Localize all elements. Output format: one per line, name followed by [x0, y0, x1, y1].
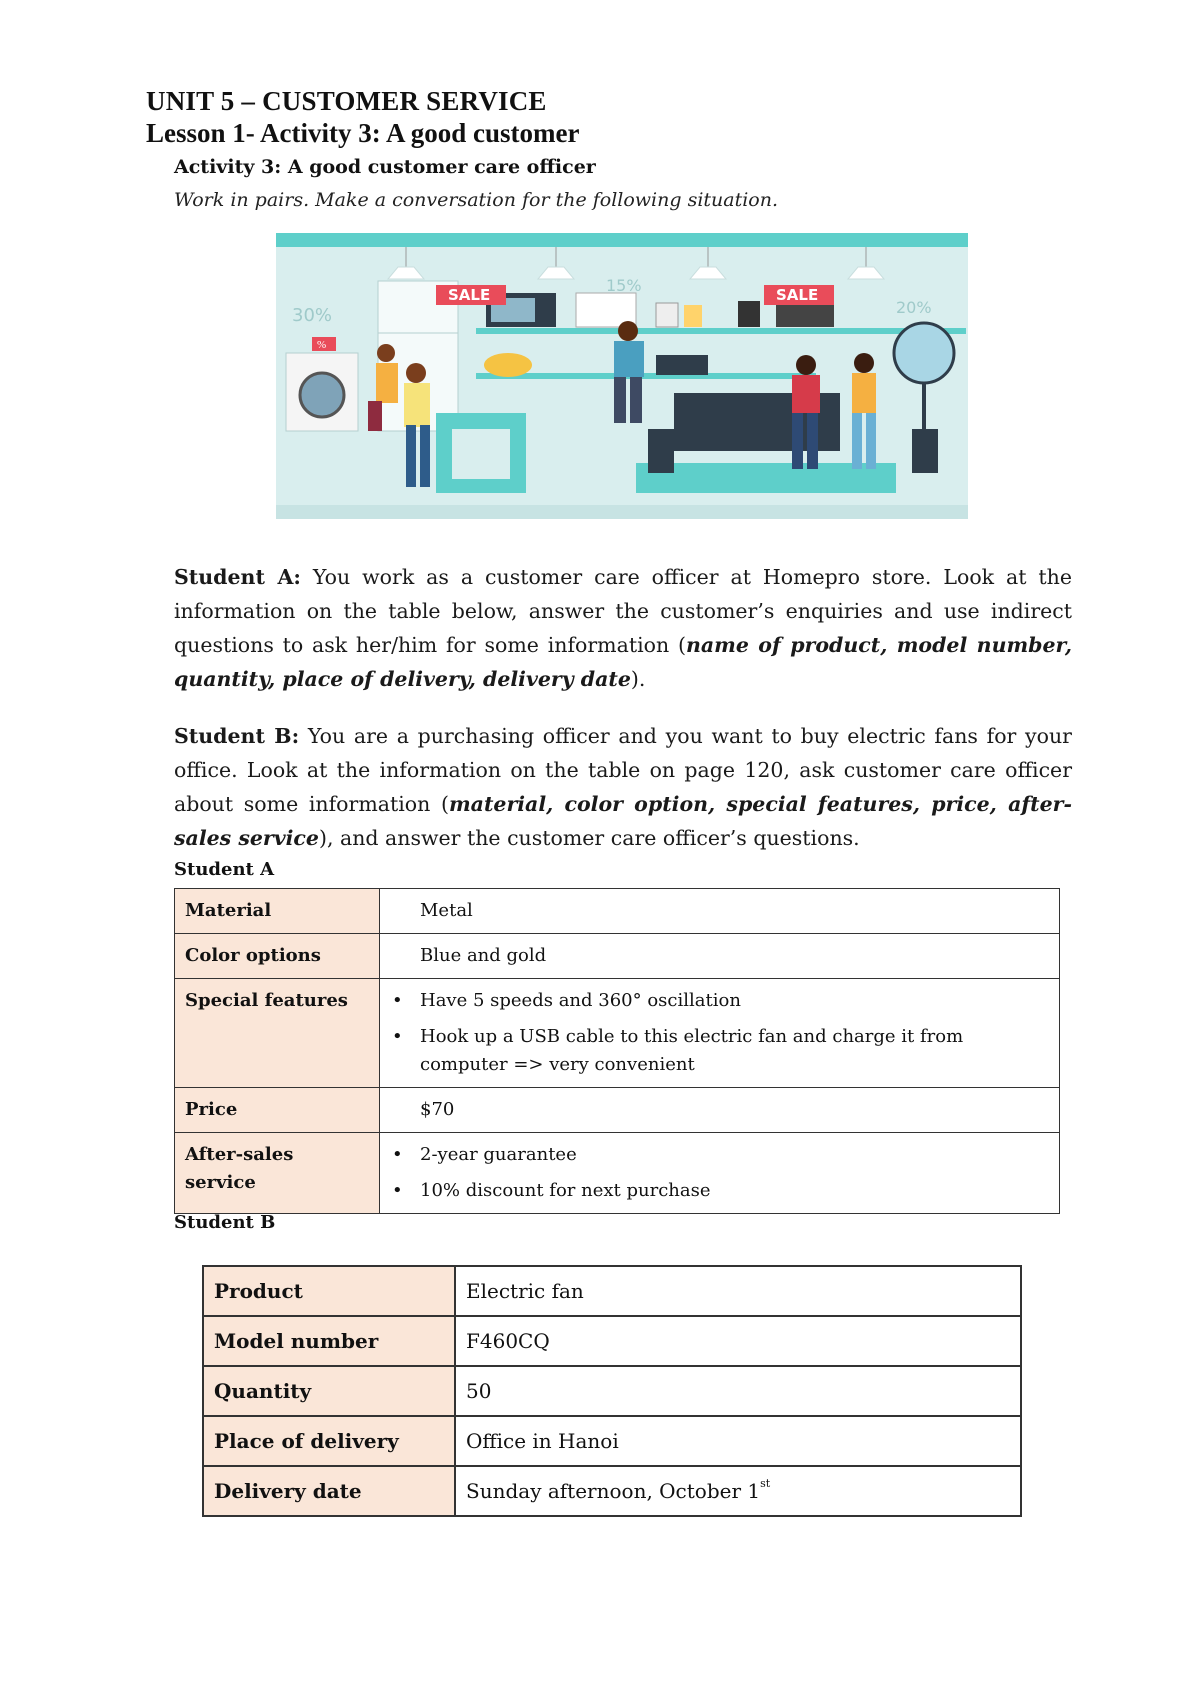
delivery-date-text: Sunday afternoon, October 1: [466, 1479, 761, 1503]
row-value: [380, 1133, 1060, 1214]
row-value: Metal: [380, 889, 1060, 934]
table-row: [175, 1133, 1060, 1214]
list-item: • Have 5 speeds and 360° oscillation: [420, 987, 1049, 1015]
row-key: Delivery date: [203, 1466, 455, 1516]
row-value: Office in Hanoi: [455, 1416, 1021, 1466]
row-key: Model number: [203, 1316, 455, 1366]
student-b-lead: Student B:: [174, 724, 300, 748]
sale-sign-1: SALE: [448, 286, 491, 304]
student-a-lead: Student A:: [174, 565, 301, 589]
discount-30: 30%: [292, 305, 333, 326]
row-key: Material: [175, 889, 380, 934]
table-a-label: Student A: [174, 859, 275, 880]
row-value: Electric fan: [455, 1266, 1021, 1316]
table-row: [203, 1316, 1021, 1366]
list-item: • Hook up a USB cable to this electric fan and charge it from computer => very convenient: [420, 1023, 1049, 1079]
student-b-tail: ), and answer the customer care officer’s questions.: [318, 826, 860, 850]
percent-tag: %: [317, 339, 327, 351]
student-a-emphasis: name of product, model number, quantity, place of delivery, delivery date: [174, 633, 1072, 691]
discount-15: 15%: [606, 276, 642, 295]
sale-sign-2: SALE: [776, 286, 819, 304]
student-b-instructions: [174, 719, 1072, 855]
list-item: • 10% discount for next purchase: [420, 1177, 1049, 1205]
table-b-label: Student B: [174, 1212, 276, 1233]
list-item: • 2-year guarantee: [420, 1141, 1049, 1169]
store-illustration: [276, 233, 968, 519]
row-value: Blue and gold: [380, 934, 1060, 979]
row-key: After-sales service: [175, 1133, 380, 1214]
table-row: [175, 934, 1060, 979]
row-key: Place of delivery: [203, 1416, 455, 1466]
student-b-text: You are a purchasing officer and you want to buy electric fans for your office. Look at the information on the table on page 120, ask customer care officer about some information (: [174, 724, 1072, 816]
row-value: [380, 979, 1060, 1088]
lesson-title: Lesson 1- Activity 3: A good customer: [146, 118, 580, 148]
row-key: Special features: [175, 979, 380, 1088]
activity-heading: Activity 3: A good customer care officer: [174, 156, 596, 178]
table-row: [175, 979, 1060, 1088]
student-a-text: You work as a customer care officer at Homepro store. Look at the information on the table below, answer the customer’s enquiries and use indirect questions to ask her/him for some information (: [174, 565, 1072, 657]
discount-20: 20%: [896, 298, 932, 317]
row-value: $70: [380, 1088, 1060, 1133]
row-key: Price: [175, 1088, 380, 1133]
table-row: [203, 1366, 1021, 1416]
table-row: [203, 1416, 1021, 1466]
row-value: 50: [455, 1366, 1021, 1416]
row-value: F460CQ: [455, 1316, 1021, 1366]
student-a-instructions: [174, 560, 1072, 696]
date-suffix: st: [760, 1477, 771, 1490]
student-a-table: [174, 888, 1060, 1214]
activity-instruction: Work in pairs. Make a conversation for the following situation.: [174, 189, 779, 211]
student-a-tail: ).: [630, 667, 646, 691]
student-b-emphasis: material, color option, special features, price, after-sales service: [174, 792, 1072, 850]
row-key: Quantity: [203, 1366, 455, 1416]
table-row: [175, 889, 1060, 934]
table-row: [175, 1088, 1060, 1133]
student-b-table: [202, 1265, 1022, 1517]
table-row: [203, 1266, 1021, 1316]
unit-title: UNIT 5 – CUSTOMER SERVICE: [146, 86, 547, 116]
row-value: [455, 1466, 1021, 1516]
row-key: Color options: [175, 934, 380, 979]
table-row: [203, 1466, 1021, 1516]
row-key: Product: [203, 1266, 455, 1316]
